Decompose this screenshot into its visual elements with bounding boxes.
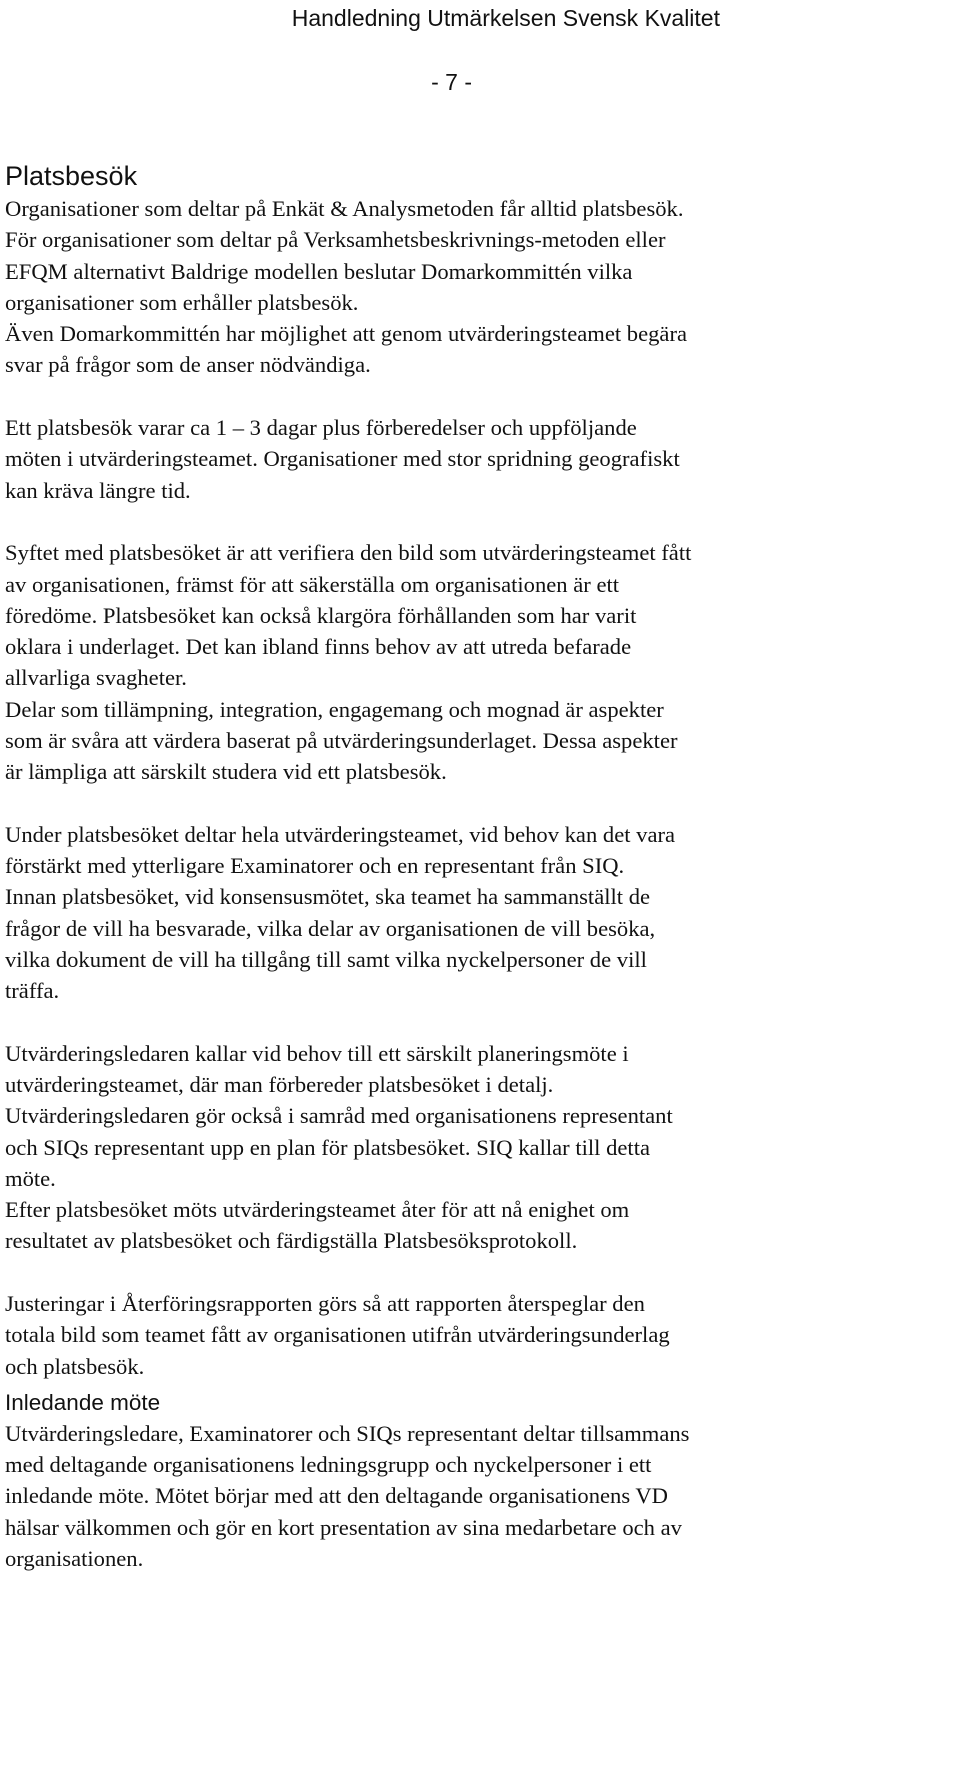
paragraph xyxy=(5,1038,930,1257)
text-line: totala bild som teamet fått av organisationen utifrån utvärderingsunderlag xyxy=(5,1322,670,1348)
text-line: Utvärderingsledaren kallar vid behov till ett särskilt planeringsmöte i xyxy=(5,1040,629,1066)
text-line: Organisationer som deltar på Enkät & Analysmetoden får alltid platsbesök. xyxy=(5,196,684,221)
text-line: resultatet av platsbesöket och färdigställa Platsbesöksprotokoll. xyxy=(5,1228,578,1254)
running-header: Handledning Utmärkelsen Svensk Kvalitet xyxy=(291,5,720,31)
text-line: utvärderingsteamet, där man förbereder platsbesöket i detalj. xyxy=(5,1072,554,1097)
text-line: Syftet med platsbesöket är att verifiera den bild som utvärderingsteamet fått xyxy=(5,540,692,566)
text-line: av organisationen, främst för att säkerställa om organisationen är ett xyxy=(5,571,620,597)
section-heading-platsbesok: Platsbesök xyxy=(5,161,138,191)
text-line: Ett platsbesök varar ca 1 – 3 dagar plus förberedelser och uppföljande xyxy=(5,415,637,440)
text-line: träffa. xyxy=(5,978,60,1003)
paragraph xyxy=(5,819,930,1007)
text-line: och SIQs representant upp en plan för platsbesöket. SIQ kallar till detta xyxy=(5,1134,651,1160)
text-line: som är svåra att värdera baserat på utvärderingsunderlaget. Dessa aspekter xyxy=(5,727,678,753)
text-line: svar på frågor som de anser nödvändiga. xyxy=(5,352,371,378)
text-line: frågor de vill ha besvarade, vilka delar av organisationen de vill besöka, xyxy=(5,915,656,941)
paragraph xyxy=(5,537,930,787)
text-line: organisationer som erhåller platsbesök. xyxy=(5,289,359,315)
paragraph xyxy=(5,1418,930,1574)
text-line: Under platsbesöket deltar hela utvärderingsteamet, vid behov kan det vara xyxy=(5,821,676,847)
text-line: Utvärderingsledaren gör också i samråd med organisationens representant xyxy=(5,1103,673,1129)
text-line: Delar som tillämpning, integration, engagemang och mognad är aspekter xyxy=(5,696,664,722)
text-line: Innan platsbesöket, vid konsensusmötet, ska teamet ha sammanställt de xyxy=(5,884,651,910)
paragraph xyxy=(5,193,930,381)
text-line: förstärkt med ytterligare Examinatorer och en representant från SIQ. xyxy=(5,853,625,878)
text-line: möten i utvärderingsteamet. Organisationer med stor spridning geografiskt xyxy=(5,446,680,472)
text-line: vilka dokument de vill ha tillgång till samt vilka nyckelpersoner de vill xyxy=(5,946,647,972)
page-number: - 7 - xyxy=(431,69,472,95)
text-line: Utvärderingsledare, Examinatorer och SIQs representant deltar tillsammans xyxy=(5,1420,690,1446)
paragraph xyxy=(5,412,930,506)
text-line: föredöme. Platsbesöket kan också klargöra förhållanden som har varit xyxy=(5,602,637,628)
text-line: kan kräva längre tid. xyxy=(5,477,191,503)
text-line: möte. xyxy=(5,1165,56,1191)
paragraph xyxy=(5,1288,930,1382)
page-content xyxy=(5,159,930,1574)
text-line: organisationen. xyxy=(5,1545,144,1571)
text-line: oklara i underlaget. Det kan ibland finns behov av att utreda befarade xyxy=(5,634,632,659)
text-line: är lämpliga att särskilt studera vid ett platsbesök. xyxy=(5,759,447,784)
text-line: allvarliga svagheter. xyxy=(5,665,187,691)
text-line: hälsar välkommen och gör en kort presentation av sina medarbetare och av xyxy=(5,1514,682,1540)
section-heading-inledande-mote: Inledande möte xyxy=(5,1389,161,1415)
text-line: Efter platsbesöket möts utvärderingsteamet åter för att nå enighet om xyxy=(5,1197,630,1222)
text-line: och platsbesök. xyxy=(5,1353,145,1379)
text-line: Även Domarkommittén har möjlighet att genom utvärderingsteamet begära xyxy=(5,321,687,346)
text-line: Justeringar i Återföringsrapporten görs så att rapporten återspeglar den xyxy=(5,1291,645,1316)
text-line: För organisationer som deltar på Verksamhetsbeskrivnings-metoden eller xyxy=(5,227,666,253)
text-line: inledande möte. Mötet börjar med att den deltagande organisationens VD xyxy=(5,1483,668,1509)
text-line: med deltagande organisationens ledningsgrupp och nyckelpersoner i ett xyxy=(5,1452,652,1477)
text-line: EFQM alternativt Baldrige modellen beslutar Domarkommittén vilka xyxy=(5,258,633,284)
